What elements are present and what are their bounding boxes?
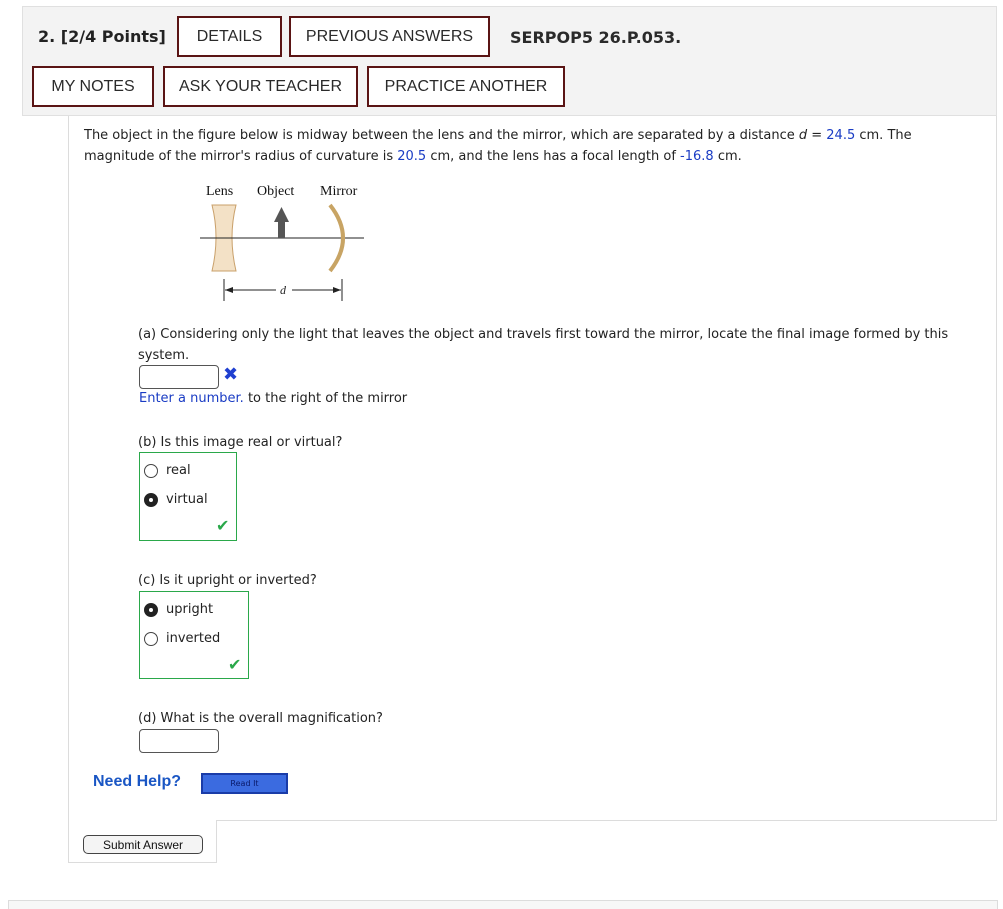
option-inverted[interactable]: inverted [144, 631, 220, 646]
problem-code: SERPOP5 26.P.053. [510, 28, 682, 47]
details-button[interactable]: DETAILS [177, 16, 282, 57]
read-it-button[interactable]: Read It [201, 773, 288, 794]
practice-another-button[interactable]: PRACTICE ANOTHER [367, 66, 565, 107]
object-arrow-shaft [278, 221, 285, 238]
part-b-choices [139, 452, 237, 541]
part-a-input[interactable] [139, 365, 219, 389]
part-a-hint: Enter a number. to the right of the mirror [139, 391, 408, 406]
enter-number-link[interactable]: Enter a number. [139, 391, 244, 406]
radio-real[interactable] [144, 464, 158, 478]
option-real[interactable]: real [144, 463, 191, 478]
part-d-question: (d) What is the overall magnification? [138, 711, 383, 726]
mirror-label: Mirror [320, 184, 358, 199]
radio-upright[interactable] [144, 603, 158, 617]
distance-label: d [280, 283, 286, 297]
part-d-input[interactable] [139, 729, 219, 753]
my-notes-button[interactable]: MY NOTES [32, 66, 154, 107]
need-help-label: Need Help? [93, 773, 182, 790]
previous-answers-button[interactable]: PREVIOUS ANSWERS [289, 16, 490, 57]
part-c-question: (c) Is it upright or inverted? [138, 573, 317, 588]
object-arrow-head [274, 207, 289, 222]
ask-your-teacher-button[interactable]: ASK YOUR TEACHER [163, 66, 358, 107]
option-virtual[interactable]: virtual [144, 492, 208, 507]
radio-inverted[interactable] [144, 632, 158, 646]
object-label: Object [257, 184, 295, 199]
part-a-question: (a) Considering only the light that leaves the object and travels first toward the mirror, locate the final image formed by this system. [138, 327, 949, 363]
optics-figure [190, 175, 390, 310]
check-icon: ✔ [216, 516, 230, 535]
problem-statement: The object in the figure below is midway between the lens and the mirror, which are separated by a distance d = 24.5 cm. The magnitude of the mirror's radius of curvature is 20.5 cm, and the lens has a focal length of -16.8 cm. [84, 128, 912, 164]
radius-value: 20.5 [397, 149, 427, 164]
next-question-edge [8, 900, 998, 909]
focal-length-value: -16.8 [680, 149, 714, 164]
part-b-question: (b) Is this image real or virtual? [138, 435, 343, 450]
part-c-choices [139, 591, 249, 679]
submit-answer-button[interactable]: Submit Answer [83, 835, 203, 854]
distance-value: 24.5 [826, 128, 856, 143]
check-icon: ✔ [228, 655, 242, 674]
distance-arrow-left [225, 287, 233, 293]
lens-label: Lens [206, 184, 234, 199]
question-number-text: 2. [38, 27, 56, 46]
radio-virtual[interactable] [144, 493, 158, 507]
points-label: [2/4 Points] [60, 27, 166, 46]
question-number [38, 27, 166, 46]
distance-arrow-right [333, 287, 341, 293]
x-icon: ✖ [223, 364, 239, 385]
option-upright[interactable]: upright [144, 602, 213, 617]
